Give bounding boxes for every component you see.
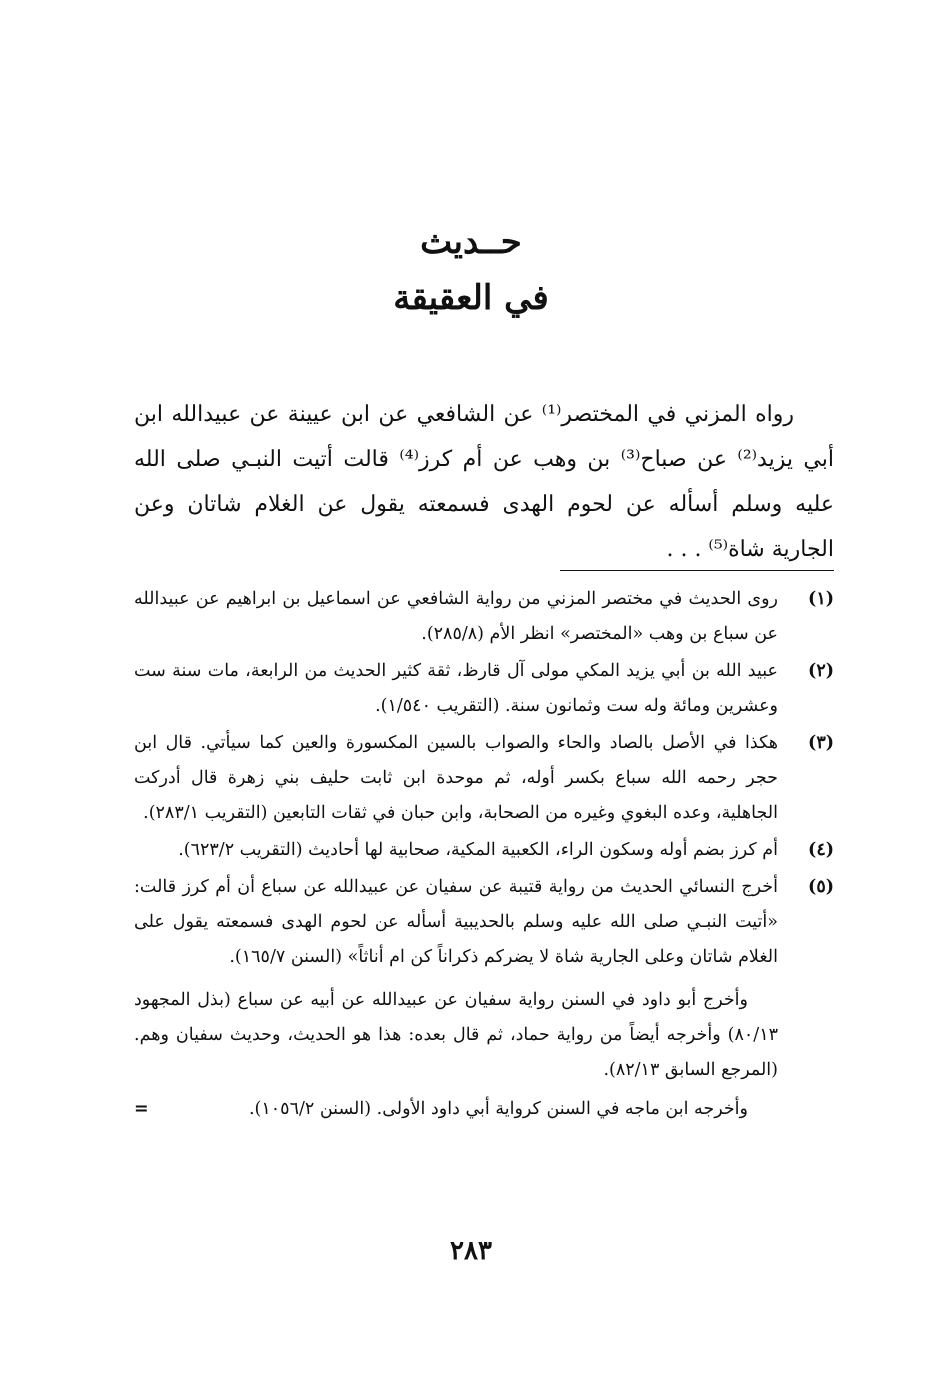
footnote-continuation-2 (134, 1092, 778, 1127)
footnote-text: عبيد الله بن أبي يزيد المكي مولى آل قارظ، ثقة كثير الحديث من الرابعة، مات سنة ست وعشرين ومائة وله ست وثمانون سنة. (التقريب ١/٥٤٠). (134, 661, 778, 716)
main-paragraph (134, 392, 834, 572)
footnote-5 (134, 870, 834, 975)
footnote-number: (١) (808, 589, 834, 609)
footnote-number: (٢) (808, 661, 834, 681)
footnote-3 (134, 726, 834, 831)
footnote-number: (٤) (808, 840, 834, 860)
page-number: ٢٨٣ (450, 1236, 492, 1266)
continuation-mark: = (134, 1099, 149, 1119)
footnote-continuation-1: وأخرج أبو داود في السنن رواية سفيان عن عبيدالله عن أبيه عن سباع (بذل المجهود ٨٠/١٣) وأخرجه أيضاً من رواية حماد، ثم قال بعده: هذا هو الحديث، وحديث سفيان وهم. (المرجع السابق ٨٢/١٣). (134, 990, 778, 1080)
heading-hadith: حــديث (420, 222, 522, 262)
footnote-text: هكذا في الأصل بالصاد والحاء والصواب بالسين المكسورة والعين كما سيأتي. قال ابن حجر رحمه الله سباع بكسر أوله، ثم موحدة ابن ثابت حليف بني زهرة قال أدركت الجاهلية، وعده البغوي وغيره من الصحابة، وابن حبان في ثقات التابعين (التقريب ٢٨٣/١). (134, 733, 778, 823)
footnote-number: (٥) (808, 877, 834, 897)
footnote-text: روى الحديث في مختصر المزني من رواية الشافعي عن اسماعيل بن ابراهيم عن عبيدالله عن سباع بن وهب «المختصر» انظر الأم (٢٨٥/٨). (134, 589, 778, 644)
footnote-4 (134, 833, 834, 868)
footnote-2 (134, 654, 834, 724)
footnote-text: أم كرز بضم أوله وسكون الراء، الكعبية المكية، صحابية لها أحاديث (التقريب ٦٢٣/٢). (178, 840, 778, 860)
footnotes (134, 582, 834, 1127)
footnote-1 (134, 582, 834, 652)
heading-aqiqah: في العقيقة (393, 278, 549, 318)
footnote-continuation-text: وأخرجه ابن ماجه في السنن كرواية أبي داود الأولى. (السنن ١٠٥٦/٢). (248, 1099, 748, 1119)
footnote-text: أخرج النسائي الحديث من رواية قتيبة عن سفيان عن عبيدالله عن سباع أن أم كرز قالت: «أتيت النبـي صلى الله عليه وسلم بالحديبية أسأله عن لحوم الهدى فسمعته يقول على الغلام شاتان وعلى الجارية شاة لا يضركم ذكراناً كن ام أناثاً» (السنن ١٦٥/٧). (134, 877, 778, 967)
main-paragraph-text: رواه المزني في المختصر⁽¹⁾ عن الشافعي عن ابن عيينة عن عبيدالله ابن أبي يزيد⁽²⁾ عن صباح⁽³⁾ بن وهب عن أم كرز⁽⁴⁾ قالت أتيت النبـي صلى الله عليه وسلم أسأله عن لحوم الهدى فسمعته يقول عن الغلام شاتان وعن الجارية شاة⁽⁵⁾ . . . (134, 402, 834, 562)
footnote-number: (٣) (808, 733, 834, 753)
footnote-divider (560, 570, 834, 571)
